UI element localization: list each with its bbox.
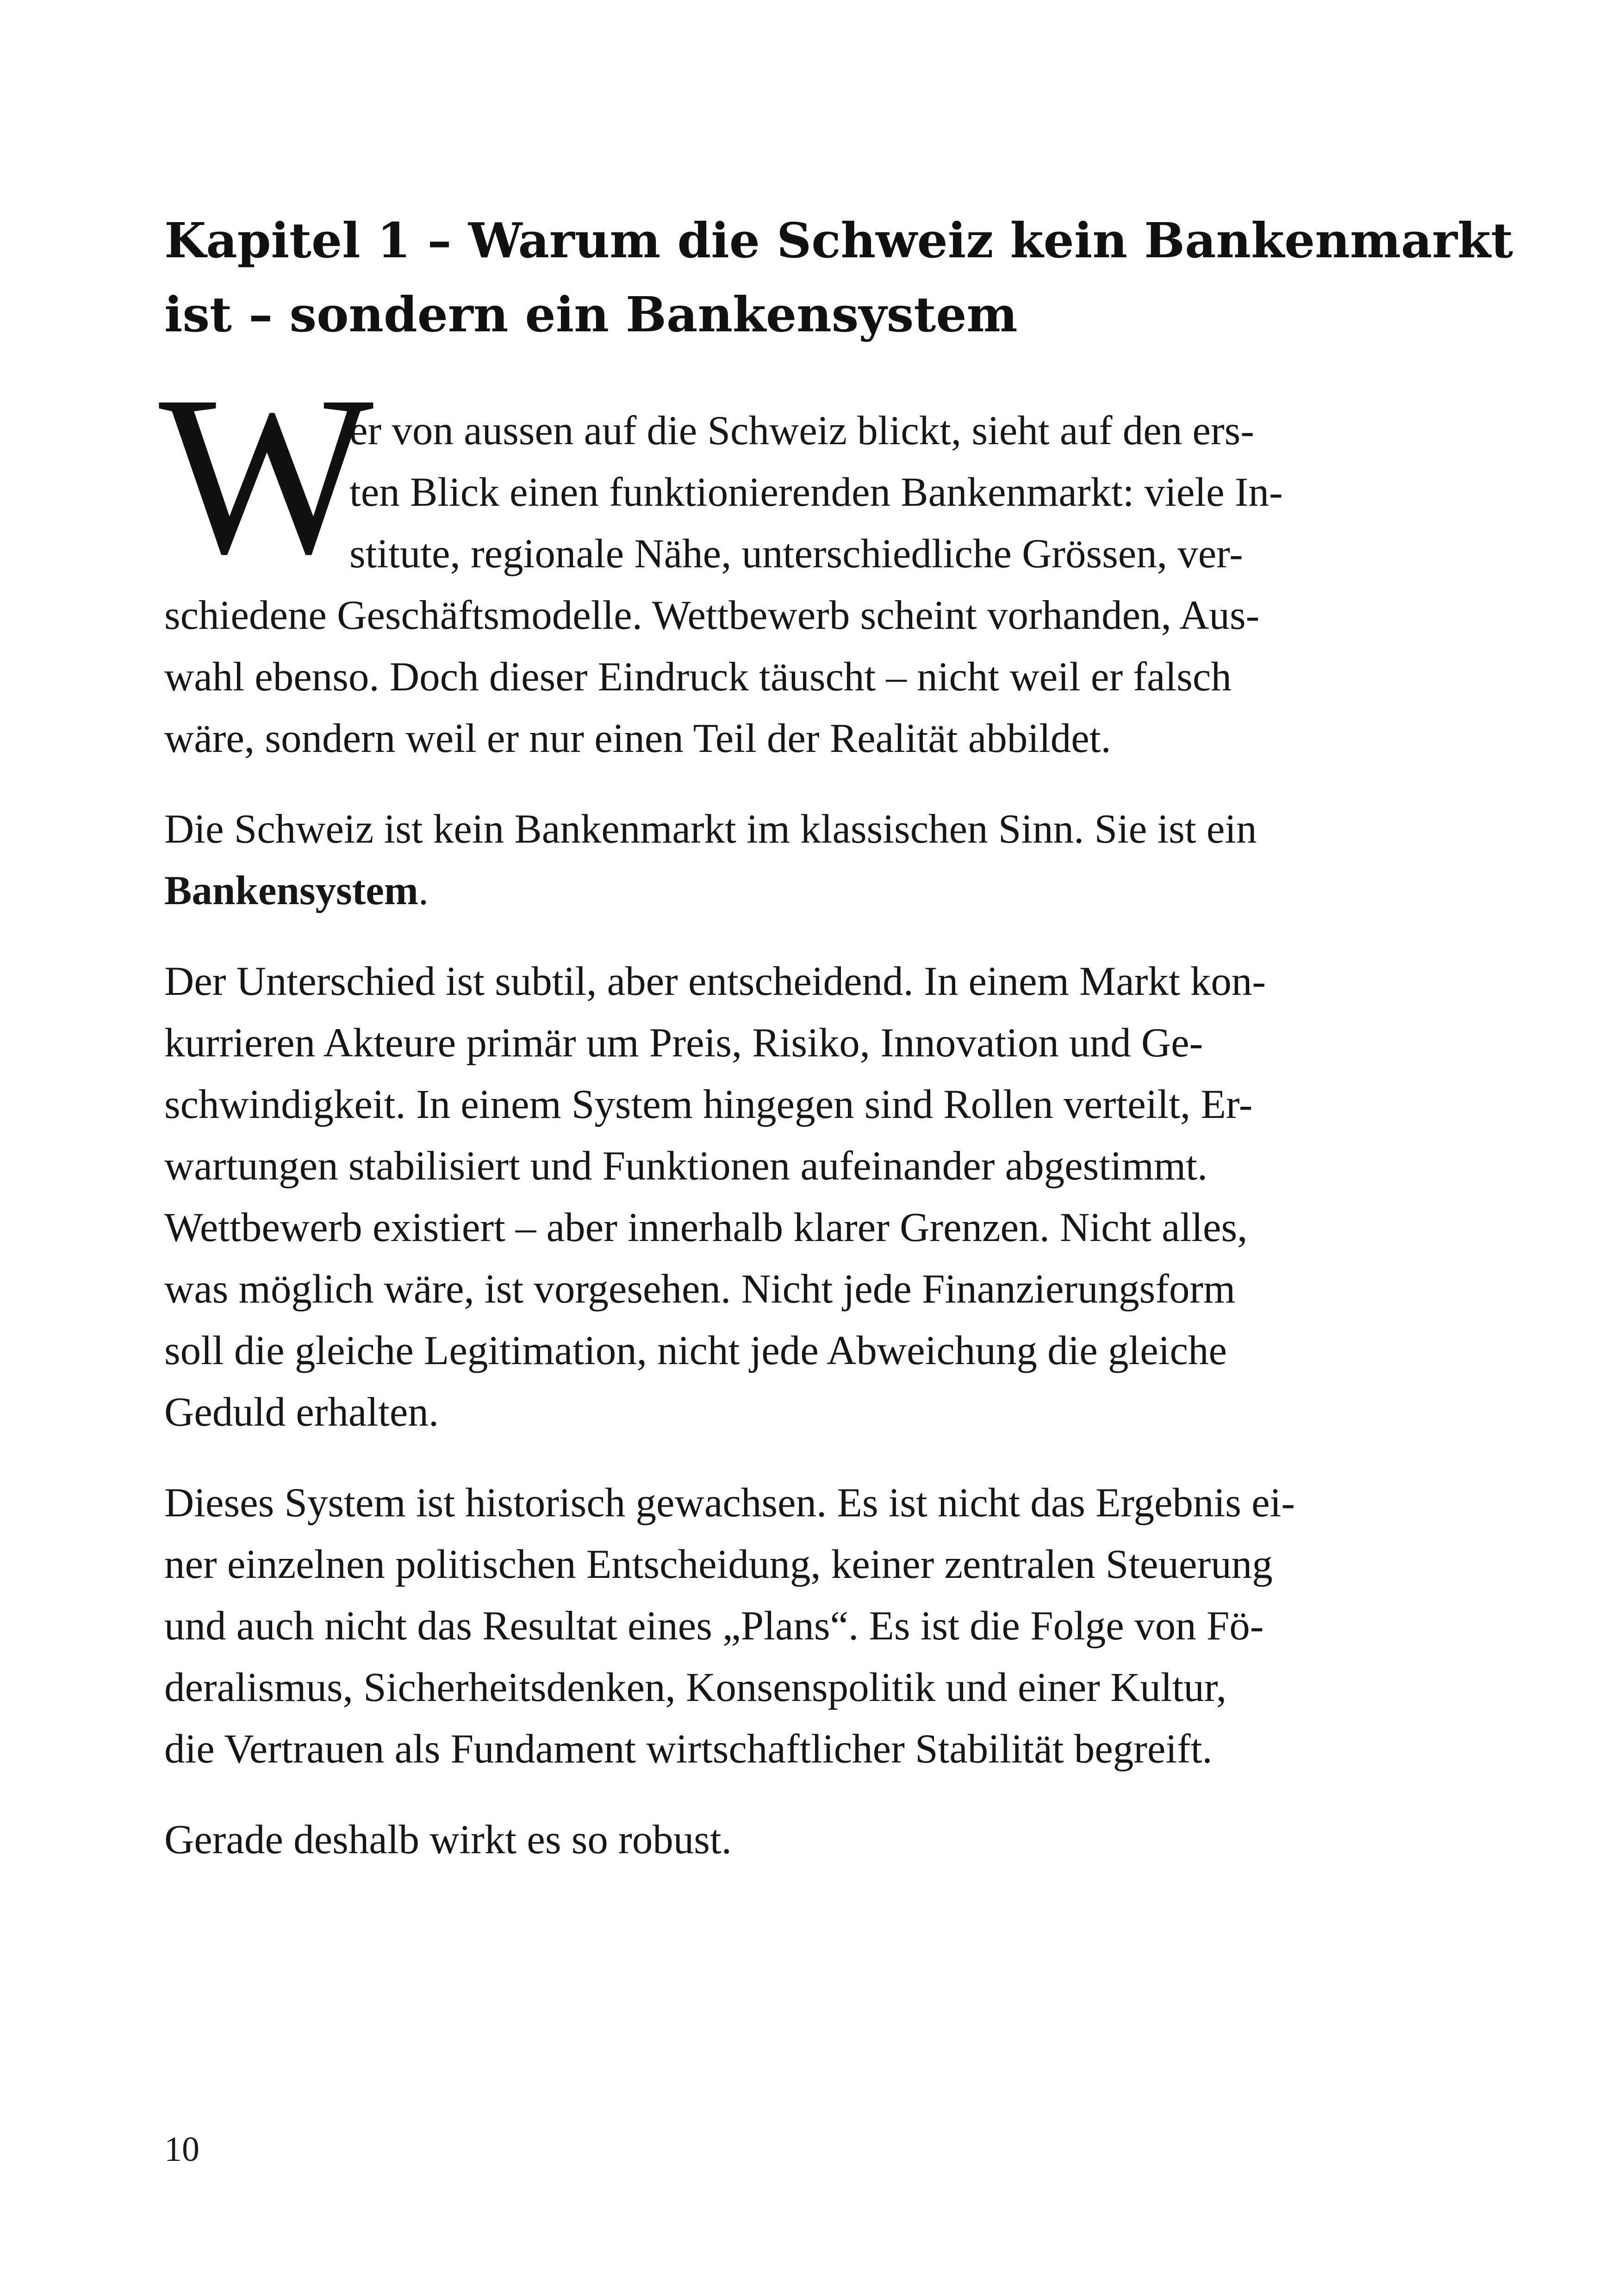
paragraph-line: Die Schweiz ist kein Bankenmarkt im klassischen Sinn. Sie ist ein [164, 807, 1257, 852]
paragraph-line: ner einzelnen politischen Entscheidung, keiner zentralen Steuerung [164, 1542, 1273, 1587]
paragraph-line: er von aussen auf die Schweiz blickt, sieht auf den ers- [349, 408, 1254, 453]
paragraph-line: was möglich wäre, ist vorgesehen. Nicht jede Finanzierungsform [164, 1266, 1236, 1312]
paragraph-line: Wettbewerb existiert – aber innerhalb klarer Grenzen. Nicht alles, [164, 1205, 1248, 1250]
paragraph-line: und auch nicht das Resultat eines „Plans“. Es ist die Folge von Fö- [164, 1603, 1264, 1649]
paragraph-line: die Vertrauen als Fundament wirtschaftlicher Stabilität begreift. [164, 1726, 1213, 1772]
page-number: 10 [164, 2130, 199, 2169]
paragraph-line: wartungen stabilisiert und Funktionen aufeinander abgestimmt. [164, 1143, 1208, 1189]
paragraph-line: stitute, regionale Nähe, unterschiedliche Grössen, ver- [349, 531, 1243, 577]
chapter-title [164, 204, 1513, 352]
body-text [159, 349, 1451, 1900]
sentence-end: . [418, 868, 429, 913]
chapter-title-line: ist – sondern ein Bankensystem [164, 286, 1018, 343]
drop-cap: W [159, 349, 374, 601]
paragraph-unterschied [164, 951, 1451, 1443]
paragraph-line: Dieses System ist historisch gewachsen. Es ist nicht das Ergebnis ei- [164, 1480, 1295, 1526]
paragraph-line: schwindigkeit. In einem System hingegen sind Rollen verteilt, Er- [164, 1082, 1253, 1127]
chapter-title-line: Kapitel 1 – Warum die Schweiz kein Bankenmarkt [164, 212, 1513, 269]
paragraph-historisch [164, 1472, 1451, 1780]
paragraph-line [164, 860, 1451, 922]
emphasized-term: Bankensystem [164, 868, 418, 913]
paragraph-line: ten Blick einen funktionierenden Bankenmarkt: viele In- [349, 470, 1283, 515]
paragraph-line: Gerade deshalb wirkt es so robust. [164, 1817, 732, 1862]
paragraph-line: soll die gleiche Legitimation, nicht jede Abweichung die gleiche [164, 1328, 1227, 1373]
paragraph-line: schiedene Geschäftsmodelle. Wettbewerb scheint vorhanden, Aus- [164, 593, 1260, 638]
paragraph-line: Geduld erhalten. [164, 1390, 439, 1435]
paragraph-bankensystem [164, 799, 1451, 922]
paragraph-line: Der Unterschied ist subtil, aber entscheidend. In einem Markt kon- [164, 959, 1266, 1004]
paragraph-intro [159, 349, 1451, 769]
paragraph-line: deralismus, Sicherheitsdenken, Konsenspolitik und einer Kultur, [164, 1665, 1227, 1710]
paragraph-line: wäre, sondern weil er nur einen Teil der Realität abbildet. [164, 716, 1111, 761]
paragraph-line: wahl ebenso. Doch dieser Eindruck täuscht – nicht weil er falsch [164, 654, 1232, 700]
paragraph-line: kurrieren Akteure primär um Preis, Risiko, Innovation und Ge- [164, 1020, 1203, 1066]
paragraph-robust [164, 1809, 1451, 1871]
